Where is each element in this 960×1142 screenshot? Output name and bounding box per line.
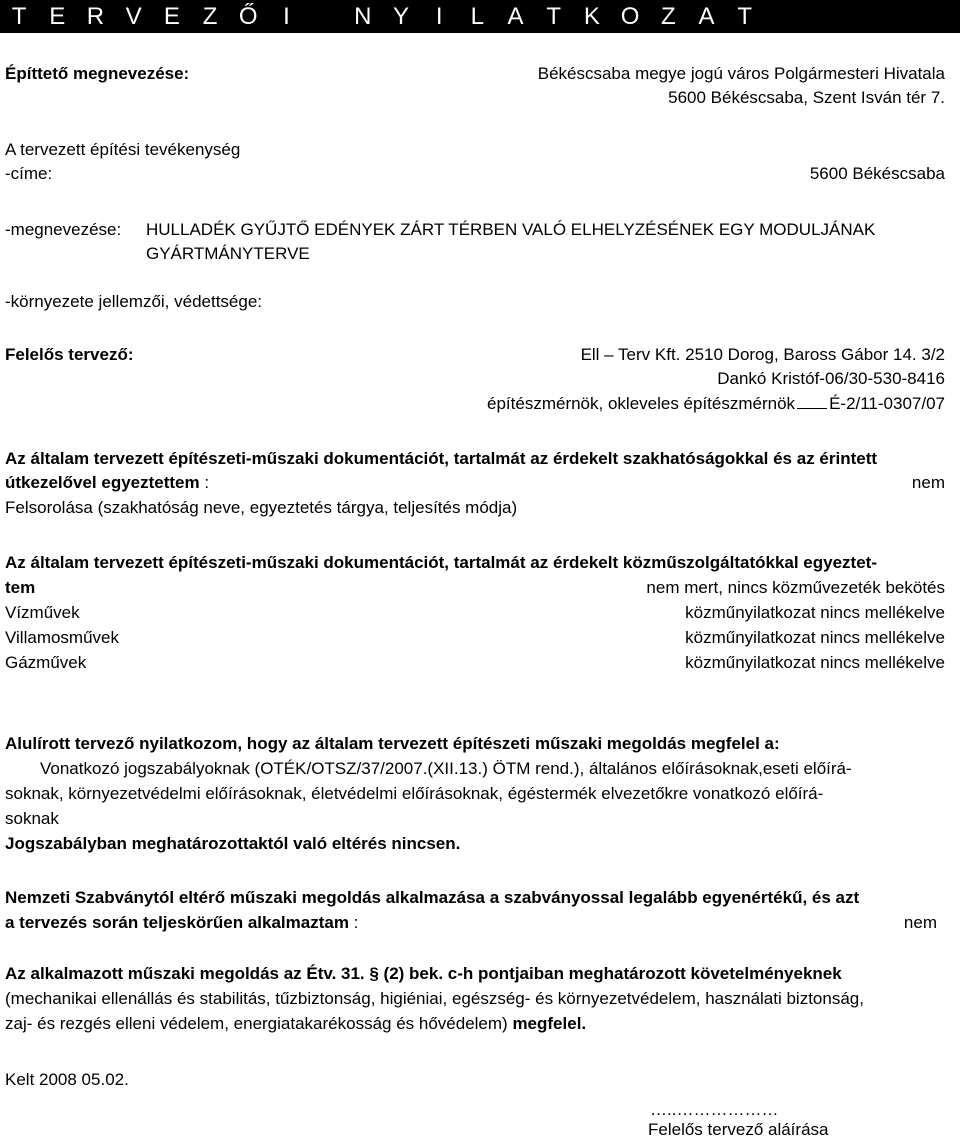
standard-statement-line2: a tervezés során teljeskörűen alkalmaztam <box>5 913 349 932</box>
designer-qualification <box>487 392 945 416</box>
title-letter: N <box>354 3 372 30</box>
title-letter: Z <box>660 3 676 30</box>
title-letter: I <box>283 3 290 30</box>
authorities-statement-line1: Az általam tervezett építészeti-műszaki dokumentációt, tartalmát az érdekelt szakhatóságokkal és az érintett <box>5 449 878 468</box>
title-letter: I <box>435 3 443 30</box>
utilities-answer: nem mert, nincs közművezeték bekötés <box>646 578 945 597</box>
standard-statement-row <box>5 911 945 935</box>
activity-address-value: 5600 Békéscsaba <box>809 164 945 183</box>
etv-statement-line3 <box>5 1012 945 1036</box>
title-letter: T <box>546 3 562 30</box>
authorities-answer: nem <box>911 473 945 492</box>
etv-statement-line2: (mechanikai ellenállás és stabilitás, tűzbiztonság, higiéniai, egészség- és környezetvédelem, használati biztonság, <box>5 989 864 1008</box>
etv-conclusion: megfelel. <box>507 1014 587 1033</box>
title-letter: K <box>583 3 600 30</box>
designer-name-phone: Dankó Kristóf-06/30-530-8416 <box>717 369 945 388</box>
title-letter: Y <box>392 3 409 30</box>
designer-license-number: É-2/11-0307/07 <box>829 394 945 413</box>
title-letter: Ő <box>238 3 258 30</box>
standard-statement-line1: Nemzeti Szabványtól eltérő műszaki megoldás alkalmazása a szabványossal legalább egyenértékű, és azt <box>5 888 860 907</box>
title-letter: Z <box>202 3 218 30</box>
statement-line3: soknak <box>5 809 59 828</box>
title-letter: V <box>125 3 142 30</box>
statement-line1: Vonatkozó jogszabályoknak (OTÉK/OTSZ/37/2007.(XII.13.) ÖTM rend.), általános előírásoknak,eseti előírá- <box>40 759 852 778</box>
document-date: Kelt 2008 05.02. <box>5 1070 129 1089</box>
blank-underline <box>797 392 827 409</box>
activity-name-line1: HULLADÉK GYŰJTŐ EDÉNYEK ZÁRT TÉRBEN VALÓ ELHELYZÉSÉNEK EGY MODULJÁNAK <box>146 220 876 239</box>
utility-row <box>5 601 945 625</box>
statement-line2: soknak, környezetvédelmi előírásoknak, életvédelmi előírásoknak, égéstermék elvezetőkre vonatkozó előírá- <box>5 784 824 803</box>
title-letter: A <box>507 3 524 30</box>
title-letter: O <box>620 3 640 30</box>
builder-address: 5600 Békéscsaba, Szent Isván tér 7. <box>668 88 945 107</box>
title-letter: T <box>11 3 27 30</box>
title-letter: R <box>86 3 105 30</box>
utility-name: Villamosművek <box>5 628 120 647</box>
activity-heading: A tervezett építési tevékenység <box>5 140 241 159</box>
utility-status: közműnyilatkozat nincs mellékelve <box>685 653 945 672</box>
designer-degree: építészmérnök, okleveles építészmérnök <box>487 394 796 413</box>
utility-status: közműnyilatkozat nincs mellékelve <box>685 603 945 622</box>
utilities-statement-row <box>5 576 945 600</box>
title-letter: A <box>698 3 715 30</box>
signature-label: Felelős tervező aláírása <box>648 1120 829 1139</box>
utility-row <box>5 651 945 675</box>
activity-name-line2: GYÁRTMÁNYTERVE <box>146 244 310 263</box>
standard-answer: nem <box>903 913 937 932</box>
title-letter: E <box>163 3 180 30</box>
activity-name-label: -megnevezése: <box>5 220 122 239</box>
title-letter: E <box>49 3 66 30</box>
title-letter: L <box>470 3 485 30</box>
designer-statement-heading: Alulírott tervező nyilatkozom, hogy az általam tervezett építészeti műszaki megoldás megfelel a: <box>5 734 780 753</box>
builder-label: Építtető megnevezése: <box>5 64 190 83</box>
authorities-statement-line2: útkezelővel egyeztettem <box>5 473 200 492</box>
utility-row <box>5 626 945 650</box>
authorities-list-line: Felsorolása (szakhatóság neve, egyeztetés tárgya, teljesítés módja) <box>5 498 518 517</box>
utility-status: közműnyilatkozat nincs mellékelve <box>685 628 945 647</box>
utilities-statement-line2: tem <box>5 578 36 597</box>
authorities-colon: : <box>199 473 210 492</box>
authorities-statement-row <box>5 471 945 495</box>
builder-name: Békéscsaba megye jogú város Polgármesteri Hivatala <box>537 64 945 83</box>
activity-address-label: -címe: <box>5 164 53 183</box>
designer-label: Felelős tervező: <box>5 345 134 364</box>
document-title-bar <box>0 0 960 33</box>
designer-company: Ell – Terv Kft. 2510 Dorog, Baross Gábor 14. 3/2 <box>580 345 945 364</box>
utilities-statement-line1: Az általam tervezett építészeti-műszaki dokumentációt, tartalmát az érdekelt közműszolgáltatókkal egyeztet- <box>5 553 877 572</box>
etv-statement-line1: Az alkalmazott műszaki megoldás az Étv. 31. § (2) bek. c-h pontjaiban meghatározott követelményeknek <box>5 964 842 983</box>
standard-colon: : <box>348 913 359 932</box>
activity-env-label: -környezete jellemzői, védettsége: <box>5 292 263 311</box>
title-letter: T <box>737 3 752 30</box>
utility-name: Gázművek <box>5 653 87 672</box>
etv-requirements: zaj- és rezgés elleni védelem, energiatakarékosság és hővédelem) <box>5 1014 508 1033</box>
statement-conclusion: Jogszabályban meghatározottaktól való eltérés nincsen. <box>5 834 461 853</box>
signature-dots: …..……………… <box>650 1100 779 1119</box>
utility-name: Vízművek <box>5 603 80 622</box>
